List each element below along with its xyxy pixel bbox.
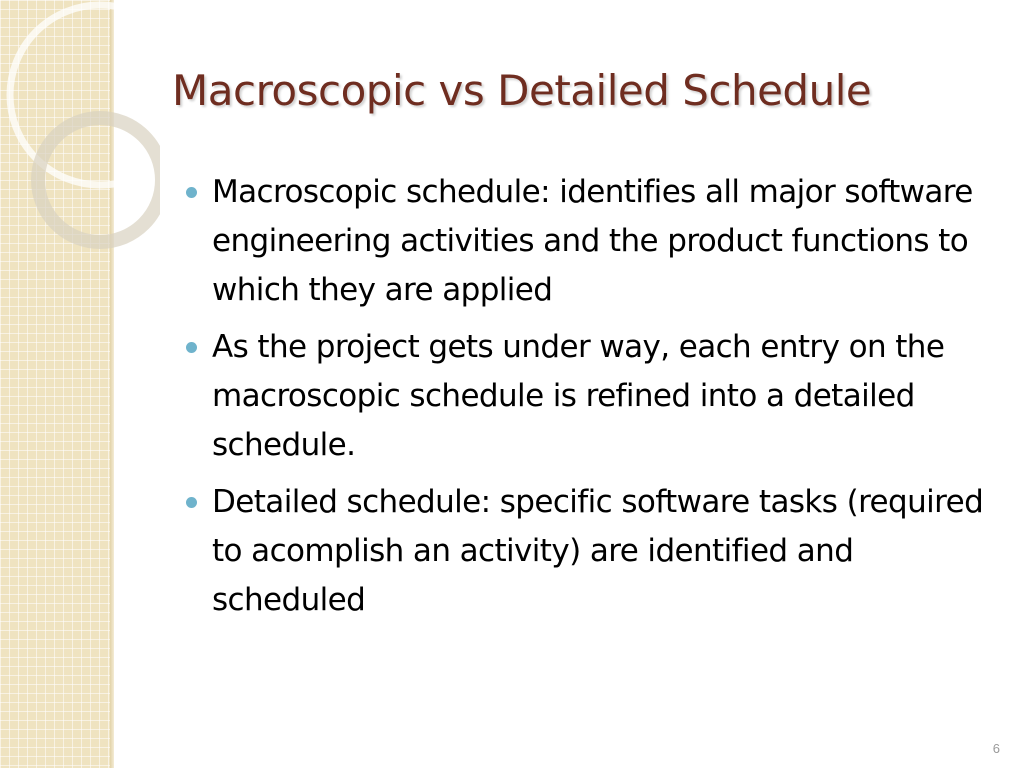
decorative-ring-large (10, 5, 160, 185)
bullet-item (186, 168, 986, 315)
bullet-marker-icon (186, 342, 197, 353)
bullet-text: As the project gets under way, each entry on the macroscopic schedule is refined into a detailed schedule. (212, 329, 945, 463)
decorative-rings (0, 0, 160, 260)
bullet-text: Detailed schedule: specific software tasks (required to acomplish an activity) are identified and scheduled (212, 484, 984, 618)
bullet-marker-icon (186, 187, 197, 198)
bullet-list (186, 168, 986, 633)
bullet-text: Macroscopic schedule: identifies all major software engineering activities and the product functions to which they are applied (212, 174, 973, 308)
page-number: 6 (992, 741, 1000, 756)
bullet-item (186, 478, 986, 625)
slide-title: Macroscopic vs Detailed Schedule (172, 66, 872, 115)
bullet-marker-icon (186, 497, 197, 508)
bullet-item (186, 323, 986, 470)
decorative-ring-small (38, 118, 160, 242)
